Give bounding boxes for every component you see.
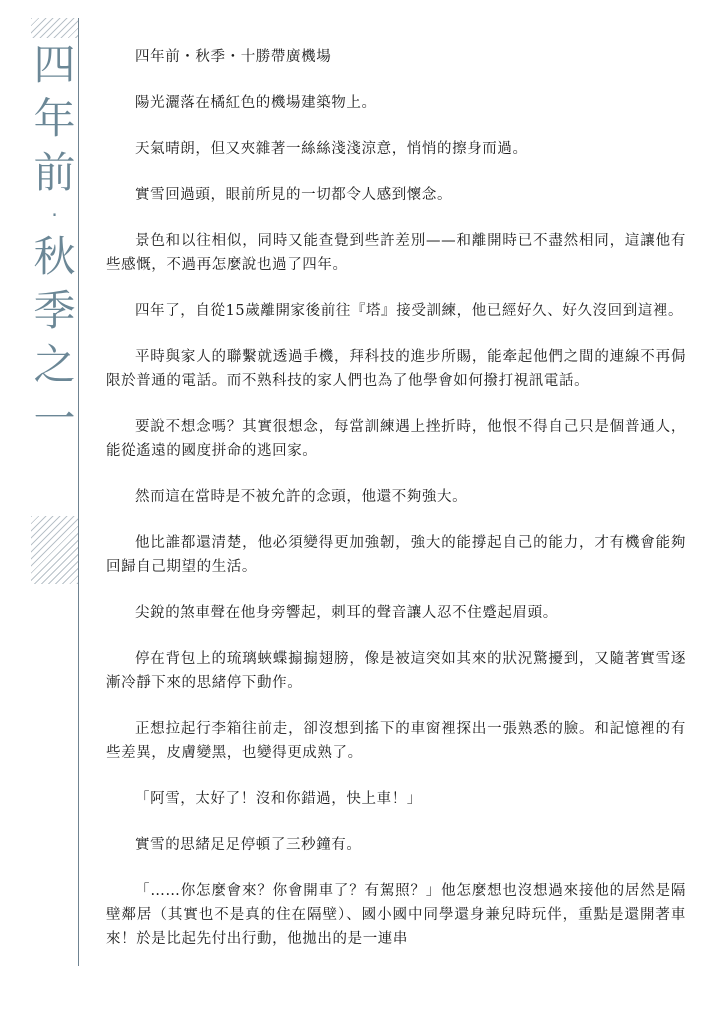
paragraph: 陽光灑落在橘紅色的機場建築物上。 (135, 95, 377, 111)
chapter-title-char: 之 (33, 340, 76, 389)
paragraph: 實雪的思緒足足停頓了三秒鐘有。 (135, 837, 362, 853)
chapter-title-char: 年 (33, 94, 76, 143)
chapter-title-char: 前 (33, 148, 76, 197)
margin-rule (78, 18, 79, 966)
paragraph: 尖銳的煞車聲在他身旁響起，刺耳的聲音讓人忍不住蹙起眉頭。 (135, 605, 558, 621)
paragraph: 然而這在當時是不被允許的念頭，他還不夠強大。 (135, 489, 468, 505)
chapter-title-dot: · (47, 190, 62, 239)
paragraph: 天氣晴朗，但又夾雜著一絲絲淺淺涼意，悄悄的擦身而過。 (135, 141, 528, 157)
paragraph: 景色和以往相似，同時又能查覺到些許差別——和離開時已不盡然相同，這讓他有些感慨，不過再怎麼說也過了四年。 (106, 233, 686, 273)
paragraph: 「……你怎麼會來？你會開車了？有駕照？」他怎麼想也沒想過來接他的居然是隔壁鄰居（其實也不是真的住在隔壁）、國小國中同學還身兼兒時玩伴，重點是還開著車來！於是比起先付出行動，他拋出的是一連串 (106, 883, 686, 947)
paragraph: 正想拉起行李箱往前走，卻沒想到搖下的車窗裡探出一張熟悉的臉。和記憶裡的有些差異，皮膚變黑，也變得更成熟了。 (106, 721, 686, 761)
paragraph: 停在背包上的琉璃蛺蝶搧搧翅膀，像是被這突如其來的狀況驚擾到，又隨著實雪逐漸冷靜下來的思緒停下動作。 (106, 651, 686, 691)
scene-heading: 四年前・秋季・十勝帶廣機場 (135, 49, 332, 65)
chapter-title-vertical (31, 38, 78, 446)
paragraph: 實雪回過頭，眼前所見的一切都令人感到懷念。 (135, 187, 453, 203)
body-text (106, 45, 686, 951)
chapter-title-char: 季 (33, 286, 76, 335)
decorative-hatch-top (31, 18, 78, 38)
paragraph: 平時與家人的聯繫就透過手機，拜科技的進步所賜，能牽起他們之間的連線不再侷限於普通的電話。而不熟科技的家人們也為了他學會如何撥打視訊電話。 (106, 349, 686, 389)
dialogue: 「阿雪，太好了！沒和你錯過，快上車！」 (135, 791, 422, 807)
decorative-hatch-bottom (31, 516, 78, 584)
paragraph: 四年了，自從15歲離開家後前往『塔』接受訓練，他已經好久、好久沒回到這裡。 (135, 303, 684, 319)
chapter-title-char: 四 (33, 40, 76, 89)
paragraph: 他比誰都還清楚，他必須變得更加強韌，強大的能撐起自己的能力，才有機會能夠回歸自己期望的生活。 (106, 535, 686, 575)
chapter-title-char: 秋 (33, 232, 76, 281)
chapter-title-char: 一 (33, 394, 76, 443)
paragraph: 要說不想念嗎？其實很想念，每當訓練遇上挫折時，他恨不得自己只是個普通人，能從遙遠的國度拼命的逃回家。 (106, 419, 686, 459)
